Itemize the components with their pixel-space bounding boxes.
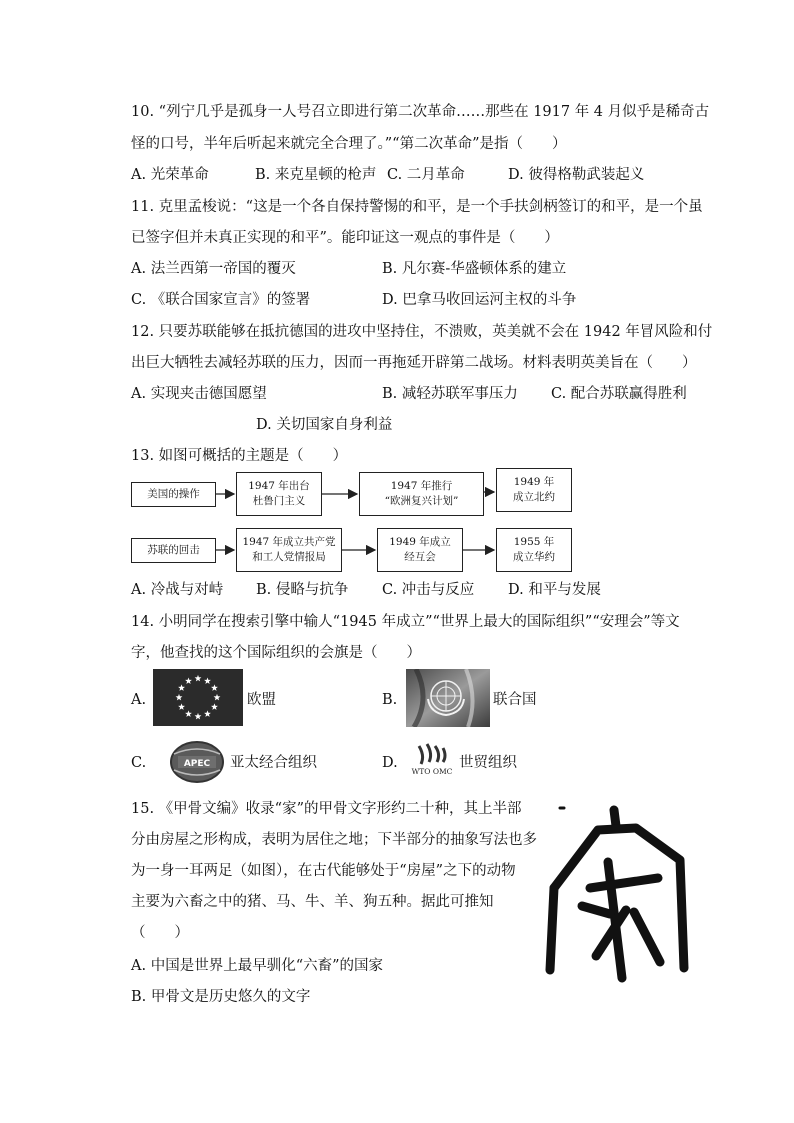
- q12-option-d: D. 关切国家自身利益: [256, 417, 393, 433]
- q11-stem-line2: 已签字但并未真正实现的和平”。能印证这一观点的事件是（ ）: [131, 230, 559, 246]
- q12-option-c: C. 配合苏联赢得胜利: [551, 386, 687, 402]
- q14-option-b-label: 联合国: [493, 692, 537, 708]
- q14-stem-line2: 字，他查找的这个国际组织的会旗是（ ）: [131, 645, 421, 661]
- q13-option-d: D. 和平与发展: [508, 582, 601, 598]
- q14-option-a-label: 欧盟: [247, 692, 276, 708]
- q14-option-c-letter: C.: [131, 755, 147, 771]
- q13-stem: 13. 如图可概括的主题是（ ）: [131, 448, 348, 464]
- q14-stem-line1: 14. 小明同学在搜索引擎中输人“1945 年成立”“世界上最大的国际组织”“安理会”等文: [131, 614, 680, 630]
- diagram-warsaw-year: 1955 年: [513, 536, 555, 548]
- q15-stem-line1: 15. 《甲骨文编》收录“家”的甲骨文字形约二十种，其上半部: [131, 801, 522, 817]
- q14-option-d-letter: D.: [382, 755, 398, 771]
- diagram-comecon-year: 1949 年成立: [389, 536, 451, 548]
- q15-stem-line3: 为一身一耳两足（如图），在古代能够处于“房屋”之下的动物: [131, 863, 516, 879]
- eu-flag-icon: [153, 669, 243, 726]
- q14-option-c-label: 亚太经合组织: [230, 755, 317, 771]
- diagram-warsaw-text: 成立华约: [513, 551, 555, 563]
- q13-option-b: B. 侵略与抗争: [256, 582, 349, 598]
- q12-stem-line1: 12. 只要苏联能够在抵抗德国的进攻中坚持住，不溃败，英美就不会在 1942 年冒风险和付: [131, 324, 713, 340]
- q15-option-a: A. 中国是世界上最早驯化“六畜”的国家: [131, 958, 384, 974]
- q14-option-a-letter: A.: [131, 692, 147, 708]
- q10-option-a: A. 光荣革命: [131, 167, 209, 183]
- q12-option-b: B. 减轻苏联军事压力: [382, 386, 518, 402]
- q15-stem-line5: （ ）: [131, 925, 189, 941]
- q15-stem-line2: 分由房屋之形构成，表明为居住之地；下半部分的抽象写法也多: [131, 832, 537, 848]
- diagram-nato-text: 成立北约: [513, 491, 555, 503]
- diagram-truman-year: 1947 年出台: [248, 480, 310, 492]
- q11-stem-line1: 11. 克里孟梭说：“这是一个各自保持警惕的和平，是一个手扶剑柄签订的和平，是一个虽: [131, 199, 703, 215]
- q10-option-d: D. 彼得格勒武装起义: [508, 167, 645, 183]
- q11-option-b: B. 凡尔赛-华盛顿体系的建立: [382, 261, 567, 277]
- diagram-ussr-label-text: 苏联的回击: [147, 544, 200, 556]
- q14-option-d-label: 世贸组织: [459, 755, 517, 771]
- apec-logo-icon: [166, 740, 228, 784]
- diagram-marshall-year: 1947 年推行: [390, 480, 453, 492]
- apec-logo-text: APEC: [183, 759, 211, 769]
- q13-option-a: A. 冷战与对峙: [131, 582, 224, 598]
- q11-option-d: D. 巴拿马收回运河主权的斗争: [382, 292, 577, 308]
- diagram-nato-year: 1949 年: [513, 476, 555, 488]
- oracle-bone-jia-character-icon: [540, 800, 700, 985]
- diagram-comecon-text: 经互会: [404, 551, 436, 563]
- q10-option-c: C. 二月革命: [387, 167, 465, 183]
- q10-stem-line1: 10. “列宁几乎是孤身一人号召立即进行第二次革命……那些在 1917 年 4 月似乎是稀奇古: [131, 104, 710, 120]
- diagram-marshall-text: “欧洲复兴计划”: [384, 495, 459, 507]
- un-flag-icon: [406, 669, 490, 727]
- diagram-cominform-line2: 和工人党情报局: [252, 551, 326, 563]
- q11-option-c: C. 《联合国家宣言》的签署: [131, 292, 311, 308]
- diagram-usa-label-text: 美国的操作: [147, 488, 200, 500]
- q14-option-b-letter: B.: [382, 692, 398, 708]
- q10-stem-line2: 怪的口号，半年后听起来就完全合理了。”“第二次革命”是指（ ）: [131, 136, 567, 152]
- q10-option-b: B. 来克星顿的枪声: [255, 167, 377, 183]
- q12-stem-line2: 出巨大牺牲去减轻苏联的压力，因而一再拖延开辟第二战场。材料表明英美旨在（ ）: [131, 355, 697, 371]
- q15-option-b: B. 甲骨文是历史悠久的文字: [131, 989, 311, 1005]
- q15-stem-line4: 主要为六畜之中的猪、马、牛、羊、狗五种。据此可推知: [131, 894, 494, 910]
- q11-option-a: A. 法兰西第一帝国的覆灭: [131, 261, 296, 277]
- q13-option-c: C. 冲击与反应: [382, 582, 475, 598]
- wto-logo-text: WTO OMC: [411, 767, 453, 776]
- wto-logo-icon: [405, 740, 459, 776]
- q12-option-a: A. 实现夹击德国愿望: [131, 386, 267, 402]
- diagram-cominform-line1: 1947 年成立共产党: [242, 536, 336, 548]
- diagram-truman-text: 杜鲁门主义: [252, 495, 306, 507]
